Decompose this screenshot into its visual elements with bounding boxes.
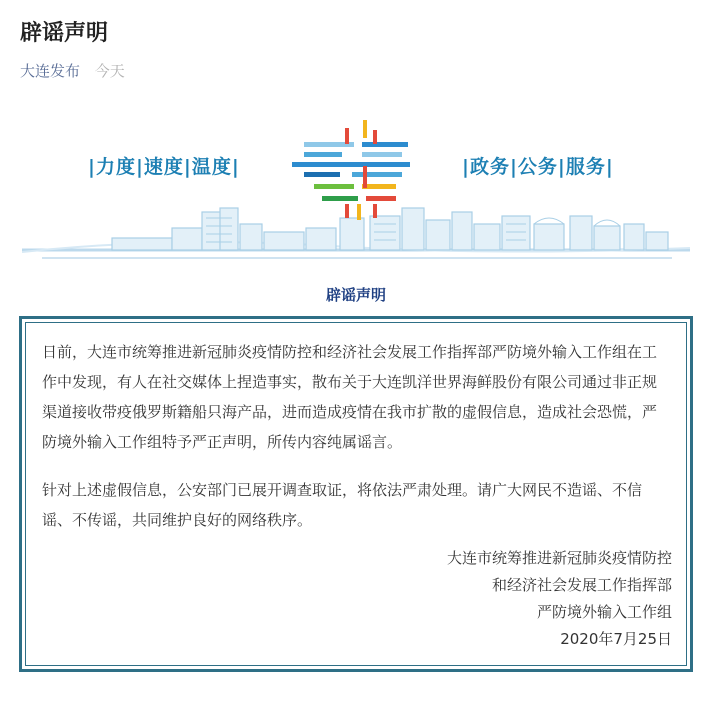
signature-block (447, 545, 672, 653)
account-name-link[interactable]: 大连发布 (20, 62, 81, 80)
signature-line: 和经济社会发展工作指挥部 (491, 576, 672, 594)
signature-line: 大连市统筹推进新冠肺炎疫情防控 (446, 549, 672, 567)
statement-paragraph: 日前，大连市统筹推进新冠肺炎疫情防控和经济社会发展工作指挥部严防境外输入工作组在工作中发现，有人在社交媒体上捏造事实，散布关于大连凯洋世界海鲜股份有限公司通过非正规渠道接收带疫俄罗斯籍船只海产品，进而造成疫情在我市扩散的虚假信息，造成社会恐慌，严防境外输入工作组特予严正声明，所传内容纯属谣言。 (42, 343, 658, 451)
article-meta (20, 60, 125, 81)
slogan-left: |力度|速度|温度| (88, 156, 240, 178)
statement-frame (19, 316, 693, 672)
statement-paragraph: 针对上述虚假信息，公安部门已展开调查取证，将依法严肃处理。请广大网民不造谣、不信谣、不传谣，共同维护良好的网络秩序。 (42, 481, 643, 529)
publish-date: 今天 (94, 62, 125, 80)
header-banner (22, 100, 690, 272)
dalian-lian-logo-icon (292, 120, 410, 220)
signature-line: 严防境外输入工作组 (536, 603, 672, 621)
statement-subtitle: 辟谣声明 (325, 286, 386, 304)
city-skyline-icon (22, 100, 690, 272)
slogan-right: |政务|公务|服务| (462, 156, 614, 178)
article-title: 辟谣声明 (20, 21, 109, 46)
signature-date: 2020年7月25日 (560, 630, 672, 648)
statement-body (25, 322, 687, 666)
